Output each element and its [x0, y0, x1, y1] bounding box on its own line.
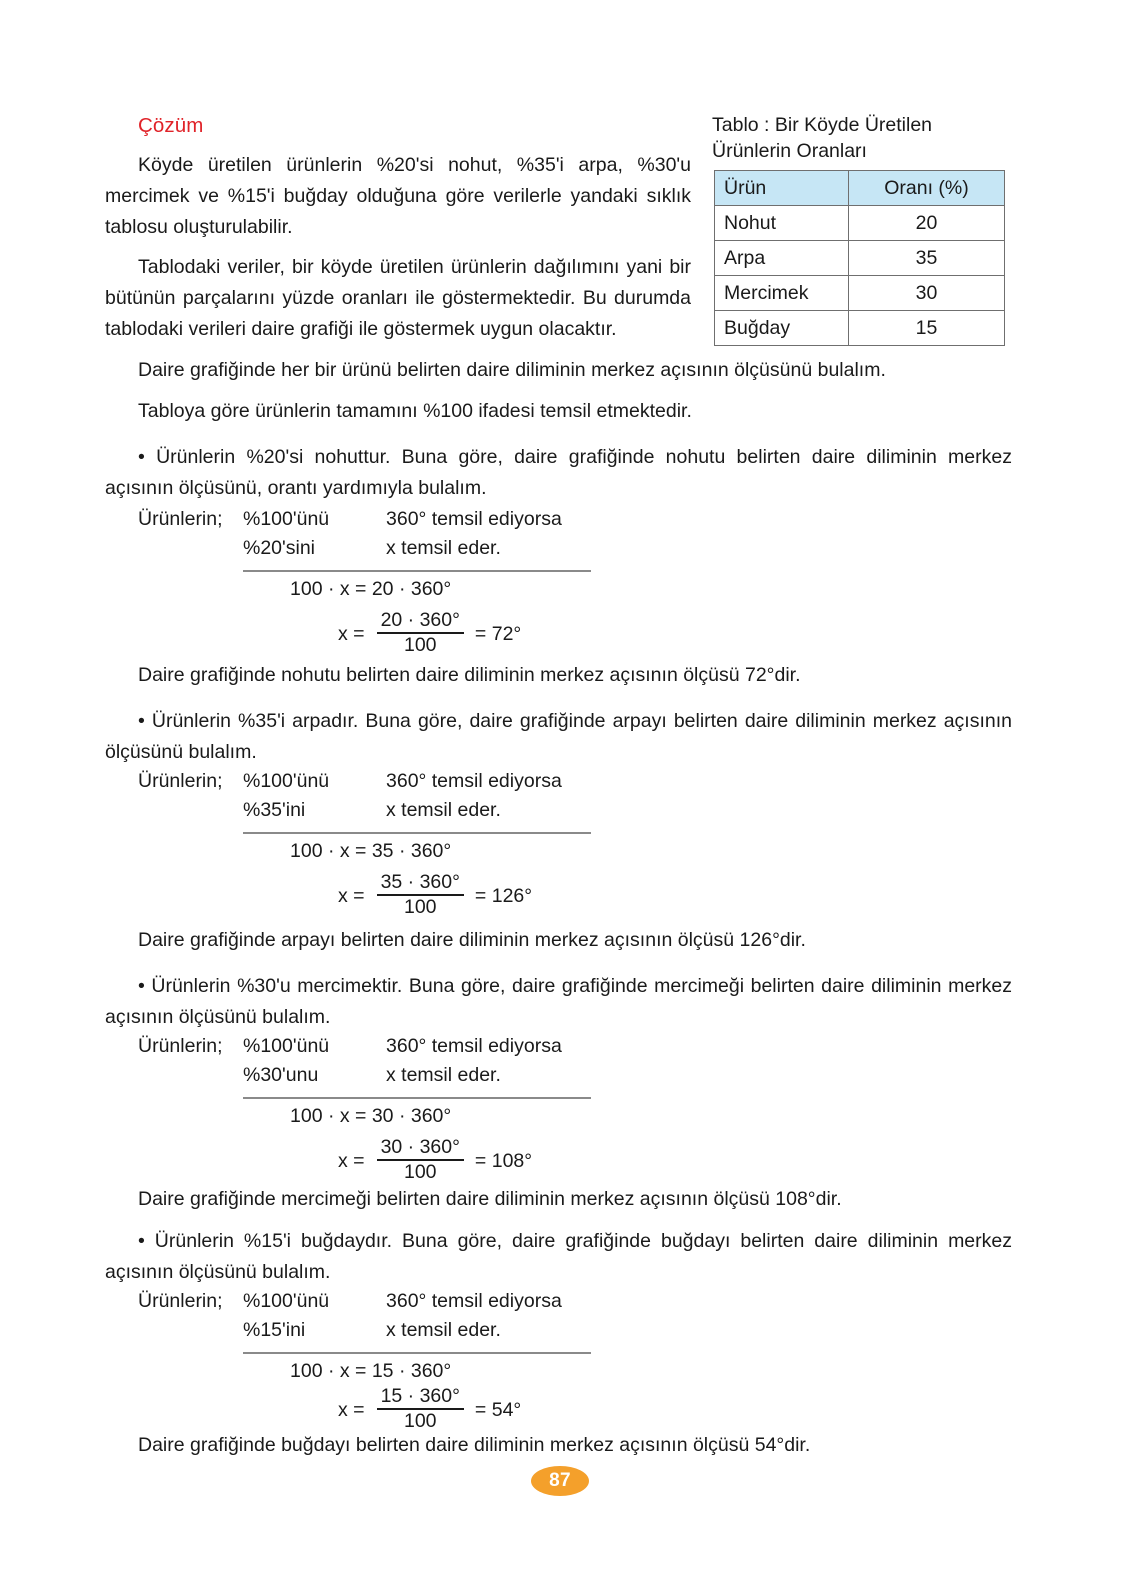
fraction-numerator: 15 · 360° — [380, 1385, 460, 1407]
fraction-result: = 72° — [474, 622, 522, 645]
bullet-bugday: • Ürünlerin %15'i buğdaydır. Buna göre, daire grafiğinde buğdayı belirten daire diliminin merkez açısının ölçüsünü bulalım. — [105, 1230, 1012, 1283]
fraction-result: = 54° — [474, 1398, 522, 1421]
proportion-label: Ürünlerin; — [138, 770, 223, 792]
proportion-line1-right: 360° temsil ediyorsa — [386, 1290, 562, 1312]
intro-paragraph-2: Tablodaki veriler, bir köyde üretilen ürünlerin dağılımını yani bir bütünün parçalarını yüzde oranları ile göstermektedir. Bu durumda tablodaki verileri daire grafiği ile göstermek uygun olacaktır. — [105, 256, 691, 340]
cross-multiplication: 100 · x = 20 · 360° — [290, 578, 452, 600]
conclusion-arpa: Daire grafiğinde arpayı belirten daire diliminin merkez açısının ölçüsü 126°dir. — [138, 929, 806, 951]
proportion-line2-left: %30'unu — [243, 1064, 319, 1086]
fraction-equation — [338, 611, 521, 657]
fraction — [377, 610, 464, 656]
proportion-line2-right: x temsil eder. — [386, 537, 501, 559]
proportion-divider — [243, 832, 591, 834]
cell-urun: Arpa — [715, 241, 849, 276]
cell-oran: 15 — [849, 311, 1005, 346]
table-header-orani: Oranı (%) — [849, 171, 1005, 206]
cross-multiplication: 100 · x = 30 · 360° — [290, 1105, 452, 1127]
proportion-line2-right: x temsil eder. — [386, 1064, 501, 1086]
bullet-nohut: • Ürünlerin %20'si nohuttur. Buna göre, daire grafiğinde nohutu belirten daire diliminin merkez açısının ölçüsünü, orantı yardımıyla bulalım. — [105, 446, 1012, 499]
table-header-row — [715, 171, 1005, 206]
fraction-numerator: 20 · 360° — [380, 609, 460, 631]
proportion-line2-left: %35'ini — [243, 799, 306, 821]
x-equals-label: x = — [338, 622, 365, 645]
proportion-block-arpa — [0, 770, 1123, 920]
fraction-denominator: 100 — [403, 896, 437, 919]
proportion-line1-right: 360° temsil ediyorsa — [386, 508, 562, 530]
proportion-line2-right: x temsil eder. — [386, 799, 501, 821]
fraction — [377, 872, 464, 918]
table-caption: Tablo : Bir Köyde Üretilen Ürünlerin Oranları — [712, 114, 933, 162]
bullet-arpa: • Ürünlerin %35'i arpadır. Buna göre, daire grafiğinde arpayı belirten daire diliminin merkez açısının ölçüsünü bulalım. — [105, 710, 1012, 763]
fraction-numerator: 30 · 360° — [380, 1136, 460, 1158]
proportion-divider — [243, 1097, 591, 1099]
proportion-line2-left: %15'ini — [243, 1319, 306, 1341]
proportion-line2-right: x temsil eder. — [386, 1319, 501, 1341]
bullet-mercimek: • Ürünlerin %30'u mercimektir. Buna göre, daire grafiğinde mercimeği belirten daire diliminin merkez açısının ölçüsünü bulalım. — [105, 975, 1012, 1028]
proportion-line1-right: 360° temsil ediyorsa — [386, 1035, 562, 1057]
fraction-denominator: 100 — [403, 634, 437, 657]
proportion-block-bugday — [0, 1290, 1123, 1440]
table-header-urun: Ürün — [715, 171, 849, 206]
intro-paragraph-1: Köyde üretilen ürünlerin %20'si nohut, %35'i arpa, %30'u mercimek ve %15'i buğday olduğuna göre verilerle yandaki sıklık tablosu oluşturulabilir. — [105, 154, 691, 238]
table-row — [715, 276, 1005, 311]
proportion-divider — [243, 1352, 591, 1354]
cell-oran: 30 — [849, 276, 1005, 311]
conclusion-nohut: Daire grafiğinde nohutu belirten daire diliminin merkez açısının ölçüsü 72°dir. — [138, 664, 801, 686]
proportion-label: Ürünlerin; — [138, 508, 223, 530]
statement-find-angles: Daire grafiğinde her bir ürünü belirten daire diliminin merkez açısının ölçüsünü bulalım. — [138, 359, 886, 381]
proportion-divider — [243, 570, 591, 572]
statement-total-percent: Tabloya göre ürünlerin tamamını %100 ifadesi temsil etmektedir. — [138, 400, 692, 422]
fraction — [377, 1137, 464, 1183]
proportion-label: Ürünlerin; — [138, 1035, 223, 1057]
proportion-block-nohut — [0, 508, 1123, 658]
proportion-line1-left: %100'ünü — [243, 508, 330, 530]
x-equals-label: x = — [338, 1398, 365, 1421]
proportion-line2-left: %20'sini — [243, 537, 316, 559]
page-number-badge: 87 — [531, 1466, 589, 1496]
cell-urun: Nohut — [715, 206, 849, 241]
solution-heading: Çözüm — [138, 114, 204, 137]
fraction-denominator: 100 — [403, 1410, 437, 1433]
x-equals-label: x = — [338, 884, 365, 907]
fraction-result: = 108° — [474, 1149, 533, 1172]
table-row — [715, 206, 1005, 241]
fraction — [377, 1386, 464, 1432]
proportion-line1-left: %100'ünü — [243, 770, 330, 792]
fraction-equation — [338, 1138, 532, 1184]
fraction-numerator: 35 · 360° — [380, 871, 460, 893]
conclusion-mercimek: Daire grafiğinde mercimeği belirten daire diliminin merkez açısının ölçüsü 108°dir. — [138, 1188, 842, 1210]
proportion-label: Ürünlerin; — [138, 1290, 223, 1312]
proportion-block-mercimek — [0, 1035, 1123, 1185]
fraction-denominator: 100 — [403, 1161, 437, 1184]
cell-oran: 20 — [849, 206, 1005, 241]
fraction-equation — [338, 873, 532, 919]
proportion-line1-right: 360° temsil ediyorsa — [386, 770, 562, 792]
cell-urun: Buğday — [715, 311, 849, 346]
cross-multiplication: 100 · x = 15 · 360° — [290, 1360, 452, 1382]
cell-oran: 35 — [849, 241, 1005, 276]
ratio-table — [714, 170, 1005, 346]
fraction-result: = 126° — [474, 884, 533, 907]
proportion-line1-left: %100'ünü — [243, 1290, 330, 1312]
cross-multiplication: 100 · x = 35 · 360° — [290, 840, 452, 862]
proportion-line1-left: %100'ünü — [243, 1035, 330, 1057]
table-row — [715, 311, 1005, 346]
conclusion-bugday: Daire grafiğinde buğdayı belirten daire diliminin merkez açısının ölçüsü 54°dir. — [138, 1434, 811, 1456]
x-equals-label: x = — [338, 1149, 365, 1172]
cell-urun: Mercimek — [715, 276, 849, 311]
fraction-equation — [338, 1387, 521, 1433]
table-row — [715, 241, 1005, 276]
